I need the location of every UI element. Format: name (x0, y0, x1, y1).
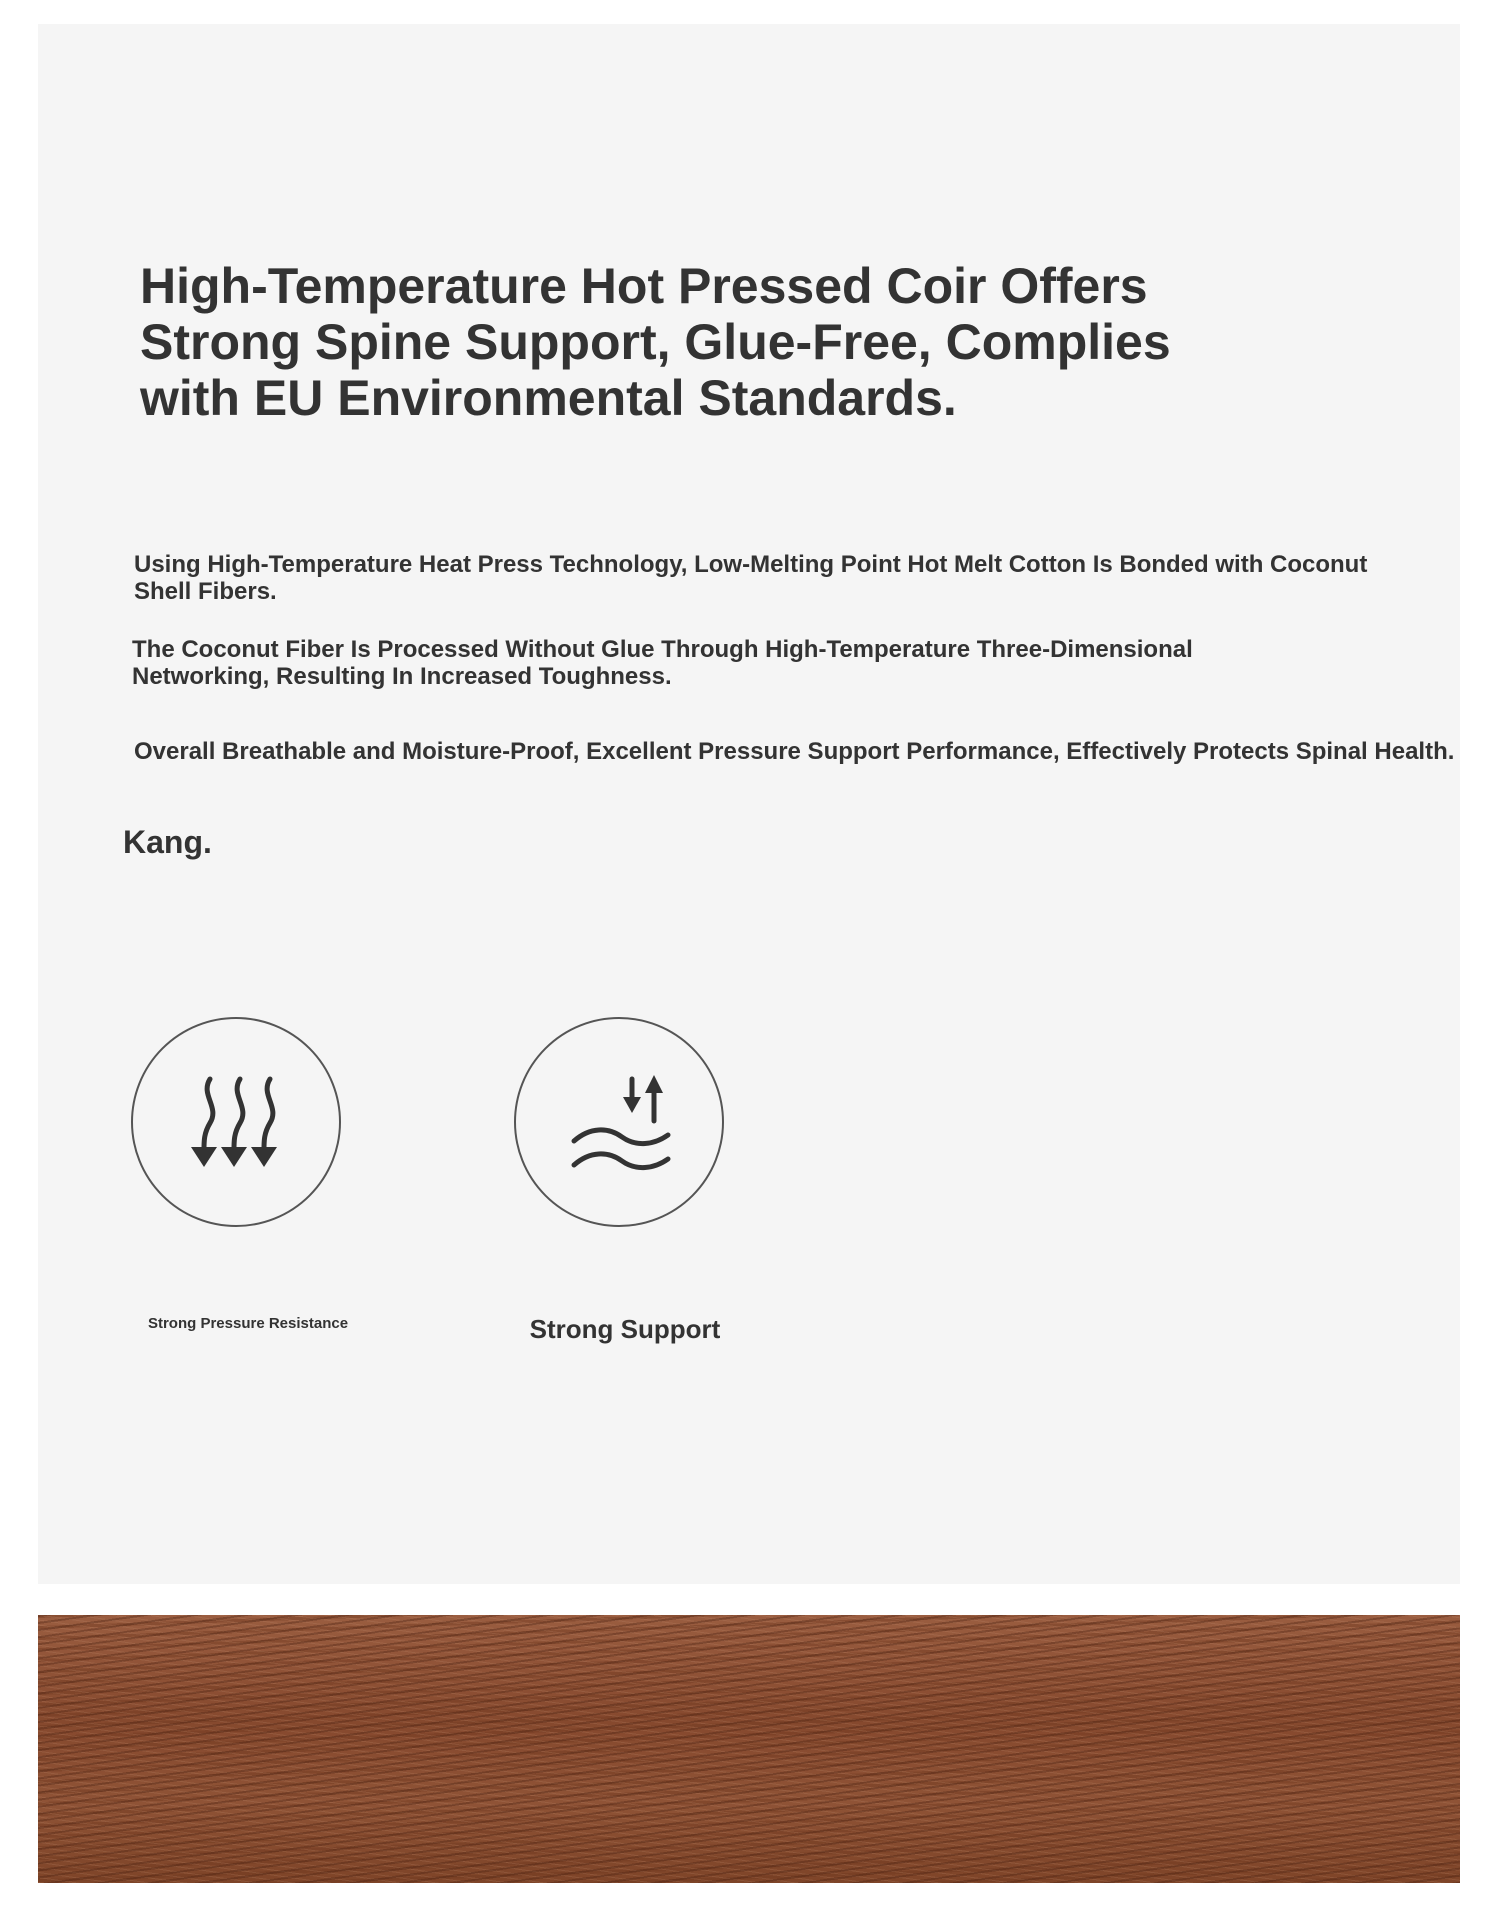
coir-fiber-image (38, 1615, 1460, 1883)
brand-name: Kang. (123, 824, 212, 860)
feature-label-support: Strong Support (529, 1314, 721, 1344)
description-paragraph-1: Using High-Temperature Heat Press Technology, Low-Melting Point Hot Melt Cotton Is Bonded with Coconut Shell Fibers. (134, 551, 1368, 605)
description-paragraph-3: Overall Breathable and Moisture-Proof, Excellent Pressure Support Performance, Effectively Protects Spinal Health. (134, 738, 1455, 765)
description-paragraph-2: The Coconut Fiber Is Processed Without Glue Through High-Temperature Three-Dimensional Networking, Resulting In Increased Toughness. (132, 636, 1193, 690)
pressure-arrows-icon (131, 1017, 341, 1227)
support-arrows-waves-icon (514, 1017, 724, 1227)
page-title: High-Temperature Hot Pressed Coir Offers Strong Spine Support, Glue-Free, Complies with EU Environmental Standards. (140, 258, 1171, 426)
feature-label-pressure-resistance: Strong Pressure Resistance (147, 1315, 349, 1332)
